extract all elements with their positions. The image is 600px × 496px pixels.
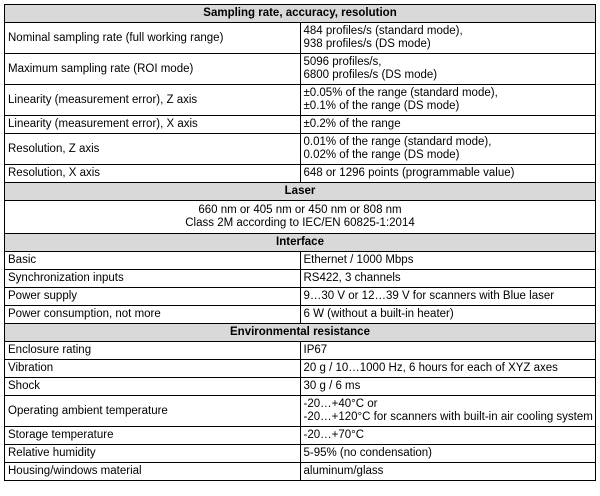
row-label: Vibration (5, 360, 301, 378)
specifications-table (4, 4, 596, 481)
row-label: Power consumption, not more (5, 306, 301, 324)
laser-spec: 660 nm or 405 nm or 450 nm or 808 nm Class 2M according to IEC/EN 60825-1:2014 (5, 201, 596, 234)
row-value: ±0.2% of the range (300, 116, 596, 134)
row-value: 484 profiles/s (standard mode), 938 profiles/s (DS mode) (300, 23, 596, 54)
row-value: RS422, 3 channels (300, 270, 596, 288)
row-value: 648 or 1296 points (programmable value) (300, 165, 596, 183)
table-row (5, 342, 596, 360)
section-header-interface: Interface (5, 234, 596, 252)
section-header-sampling: Sampling rate, accuracy, resolution (5, 5, 596, 23)
table-row (5, 165, 596, 183)
table-row (5, 252, 596, 270)
row-value: 0.01% of the range (standard mode), 0.02% of the range (DS mode) (300, 134, 596, 165)
table-row (5, 306, 596, 324)
row-value: IP67 (300, 342, 596, 360)
row-label: Linearity (measurement error), Z axis (5, 85, 301, 116)
row-label: Nominal sampling rate (full working range) (5, 23, 301, 54)
table-row (5, 270, 596, 288)
table-row (5, 463, 596, 481)
table-row (5, 23, 596, 54)
table-row (5, 54, 596, 85)
row-value: Ethernet / 1000 Mbps (300, 252, 596, 270)
table-row (5, 396, 596, 427)
row-value: ±0.05% of the range (standard mode), ±0.1% of the range (DS mode) (300, 85, 596, 116)
row-value: 20 g / 10…1000 Hz, 6 hours for each of XYZ axes (300, 360, 596, 378)
row-label: Resolution, X axis (5, 165, 301, 183)
row-value: 5096 profiles/s, 6800 profiles/s (DS mode) (300, 54, 596, 85)
row-label: Operating ambient temperature (5, 396, 301, 427)
row-label: Relative humidity (5, 445, 301, 463)
row-value: -20…+70°C (300, 427, 596, 445)
row-label: Storage temperature (5, 427, 301, 445)
row-label: Basic (5, 252, 301, 270)
row-value: 9…30 V or 12…39 V for scanners with Blue laser (300, 288, 596, 306)
row-label: Synchronization inputs (5, 270, 301, 288)
table-row (5, 427, 596, 445)
row-value: aluminum/glass (300, 463, 596, 481)
row-value: 6 W (without a built-in heater) (300, 306, 596, 324)
row-label: Shock (5, 378, 301, 396)
table-row (5, 85, 596, 116)
row-label: Power supply (5, 288, 301, 306)
row-label: Enclosure rating (5, 342, 301, 360)
table-row (5, 445, 596, 463)
table-row (5, 360, 596, 378)
table-row (5, 116, 596, 134)
row-value: 30 g / 6 ms (300, 378, 596, 396)
row-label: Maximum sampling rate (ROI mode) (5, 54, 301, 85)
row-value: -20…+40°C or -20…+120°C for scanners with built-in air cooling system (300, 396, 596, 427)
row-label: Resolution, Z axis (5, 134, 301, 165)
row-value: 5-95% (no condensation) (300, 445, 596, 463)
section-header-environment: Environmental resistance (5, 324, 596, 342)
table-row (5, 288, 596, 306)
table-row (5, 201, 596, 234)
table-row (5, 378, 596, 396)
table-row (5, 134, 596, 165)
section-header-laser: Laser (5, 183, 596, 201)
row-label: Housing/windows material (5, 463, 301, 481)
row-label: Linearity (measurement error), X axis (5, 116, 301, 134)
